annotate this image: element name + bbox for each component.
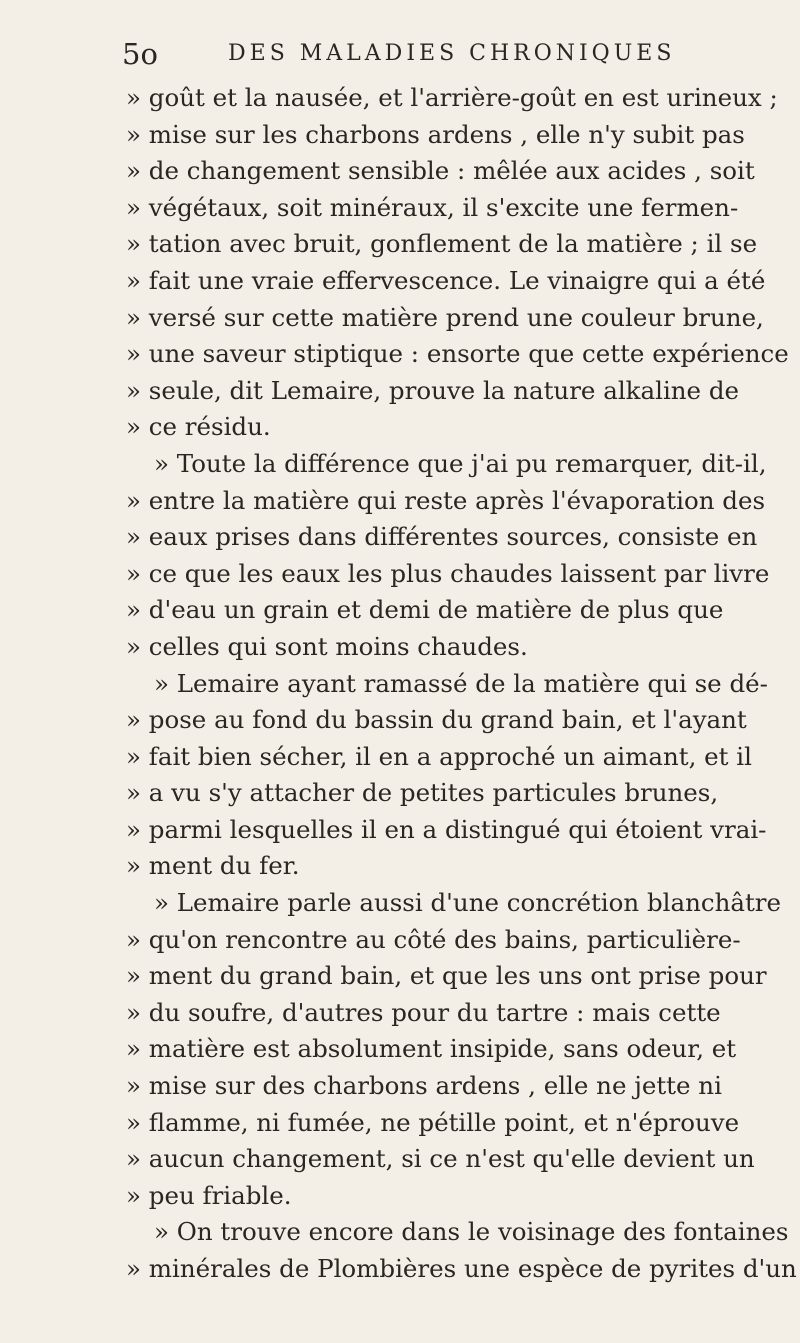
text-line: » fait bien sécher, il en a approché un aimant, et il [126, 741, 752, 771]
text-line: » végétaux, soit minéraux, il s'excite une fermen- [126, 192, 739, 222]
text-line: » entre la matière qui reste après l'évaporation des [126, 485, 766, 515]
text-line: » ment du grand bain, et que les uns ont prise pour [126, 961, 767, 991]
page-header [0, 34, 800, 74]
text-line: » fait une vraie effervescence. Le vinaigre qui a été [126, 265, 766, 295]
text-line: » mise sur les charbons ardens , elle n'y subit pas [126, 119, 745, 149]
text-line: » ce résidu. [126, 412, 271, 442]
text-line: » une saveur stiptique : ensorte que cette expérience [126, 339, 789, 369]
text-line: » mise sur des charbons ardens , elle ne jette ni [126, 1071, 722, 1101]
text-line: » celles qui sont moins chaudes. [126, 631, 528, 661]
paragraph-start-line: » Lemaire parle aussi d'une concrétion blanchâtre [154, 888, 782, 918]
text-line: » pose au fond du bassin du grand bain, et l'ayant [126, 705, 747, 735]
paragraph-start-line: » Lemaire ayant ramassé de la matière qui se dé- [154, 668, 768, 698]
body-text [126, 80, 797, 1288]
text-line: » versé sur cette matière prend une couleur brune, [126, 302, 764, 332]
text-line: » minérales de Plombières une espèce de pyrites d'un [126, 1254, 797, 1283]
text-line: » seule, dit Lemaire, prouve la nature alkaline de [126, 375, 740, 405]
text-line: » de changement sensible : mêlée aux acides , soit [126, 156, 755, 186]
paragraph-start-line: » On trouve encore dans le voisinage des fontaines [154, 1217, 789, 1247]
paragraph-start-line: » Toute la différence que j'ai pu remarquer, dit-il, [154, 448, 767, 478]
text-line: » tation avec bruit, gonflement de la matière ; il se [126, 229, 758, 259]
text-line: » goût et la nausée, et l'arrière-goût en est urineux ; [126, 83, 778, 112]
text-line: » eaux prises dans différentes sources, consiste en [126, 522, 758, 552]
text-line: » aucun changement, si ce n'est qu'elle devient un [126, 1144, 755, 1174]
text-line: » matière est absolument insipide, sans odeur, et [126, 1034, 737, 1064]
running-title: DES MALADIES CHRONIQUES [228, 41, 676, 66]
text-line: » ment du fer. [126, 851, 300, 881]
text-line: » qu'on rencontre au côté des bains, particulière- [126, 924, 741, 954]
text-line: » peu friable. [126, 1180, 292, 1210]
text-line: » du soufre, d'autres pour du tartre : mais cette [126, 997, 721, 1027]
text-line: » flamme, ni fumée, ne pétille point, et n'éprouve [126, 1107, 740, 1137]
text-line: » d'eau un grain et demi de matière de plus que [126, 595, 724, 625]
text-line: » parmi lesquelles il en a distingué qui étoient vrai- [126, 814, 767, 844]
page-number: 5o [122, 37, 158, 71]
text-line: » a vu s'y attacher de petites particules brunes, [126, 778, 719, 808]
text-line: » ce que les eaux les plus chaudes laissent par livre [126, 558, 770, 588]
